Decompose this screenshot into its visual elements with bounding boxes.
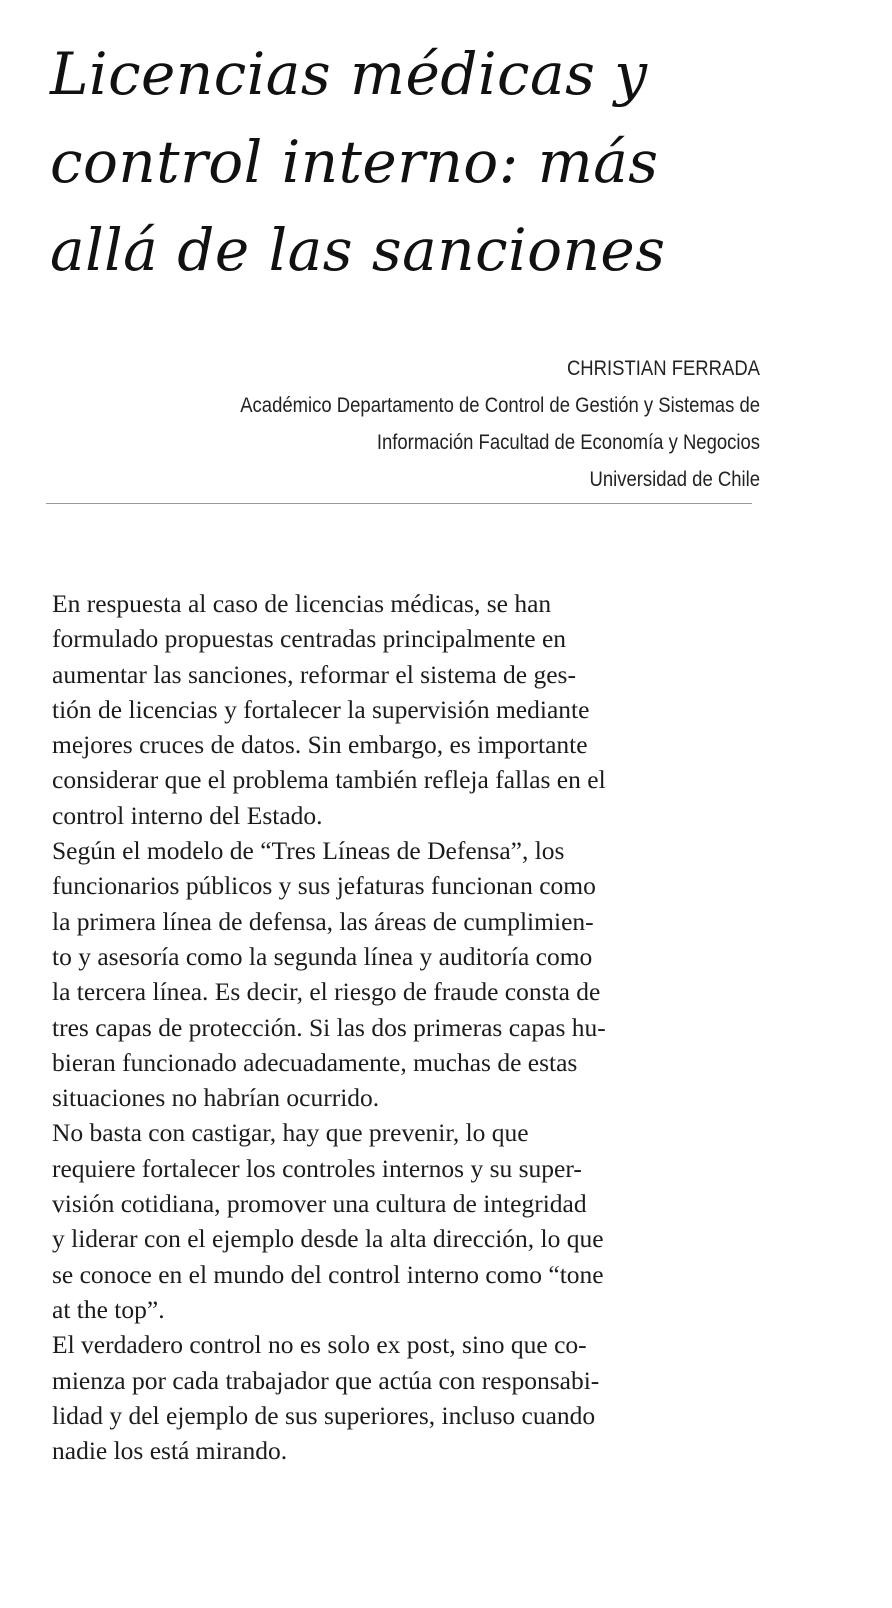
body-line: nadie los está mirando. [52,1436,288,1466]
body-line: la tercera línea. Es decir, el riesgo de fraude consta de [52,977,601,1007]
title-line: allá de las sanciones [50,216,666,284]
body-line: requiere fortalecer los controles internos y su super- [52,1153,582,1183]
body-line: at the top”. [52,1294,165,1324]
body-line: lidad y del ejemplo de sus superiores, incluso cuando [52,1400,596,1430]
body-line: No basta con castigar, hay que prevenir, lo que [52,1118,529,1148]
author-affiliation-line: Información Facultad de Economía y Negocios [376,431,760,454]
body-line: la primera línea de defensa, las áreas de cumplimien- [52,906,594,936]
body-line: y liderar con el ejemplo desde la alta dirección, lo que [52,1224,604,1254]
body-line: to y asesoría como la segunda línea y auditoría como [52,941,593,971]
author-name: CHRISTIAN FERRADA [566,357,760,380]
title-line: Licencias médicas y [50,40,648,108]
author-affiliation-line: Universidad de Chile [589,468,760,491]
body-line: situaciones no habrían ocurrido. [52,1083,380,1113]
article-body [52,586,792,1468]
body-line: tres capas de protección. Si las dos primeras capas hu- [52,1012,606,1042]
body-line: En respuesta al caso de licencias médicas, se han [52,589,552,618]
body-line: funcionarios públicos y sus jefaturas funcionan como [52,871,596,901]
body-line: Según el modelo de “Tres Líneas de Defensa”, los [52,836,565,866]
body-line: se conoce en el mundo del control interno como “tone [52,1259,604,1289]
body-line: mienza por cada trabajador que actúa con responsabi- [52,1365,600,1395]
title-line: control interno: más [50,128,659,196]
byline-divider [46,503,752,504]
body-line: aumentar las sanciones, reformar el sistema de ges- [52,659,576,689]
body-line: visión cotidiana, promover una cultura de integridad [52,1189,587,1219]
body-line: considerar que el problema también refleja fallas en el [52,765,606,795]
article-title [50,30,810,294]
body-line: formulado propuestas centradas principalmente en [52,624,567,654]
body-line: El verdadero control no es solo ex post, sino que co- [52,1330,587,1360]
author-affiliation-line: Académico Departamento de Control de Gestión y Sistemas de [240,394,760,417]
body-line: mejores cruces de datos. Sin embargo, es importante [52,730,588,760]
body-line: control interno del Estado. [52,800,323,830]
body-line: bieran funcionado adecuadamente, muchas de estas [52,1047,578,1077]
body-line: tión de licencias y fortalecer la supervisión mediante [52,694,590,724]
author-byline [126,350,760,498]
